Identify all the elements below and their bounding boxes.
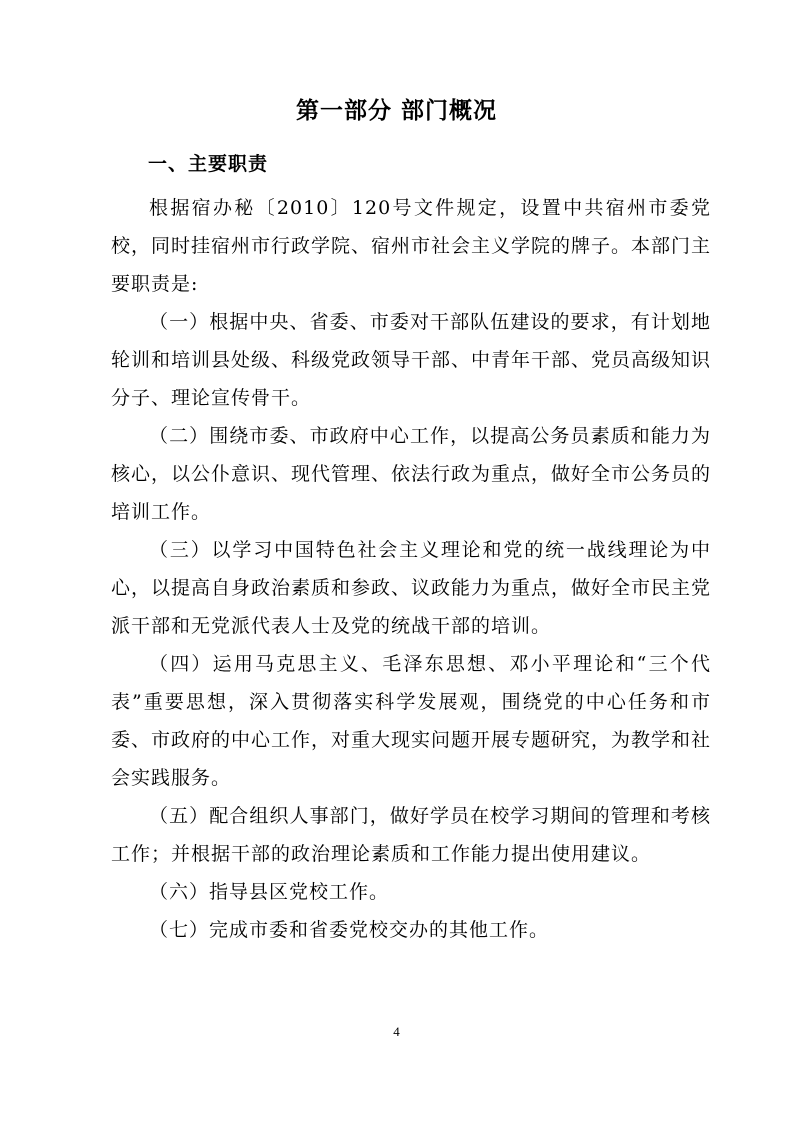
paragraph-intro: 根据宿办秘〔2010〕120号文件规定，设置中共宿州市委党校，同时挂宿州市行政学院、宿州市社会主义学院的牌子。本部门主要职责是:: [111, 197, 712, 295]
paragraph-item-2: （二）围绕市委、市政府中心工作，以提高公务员素质和能力为核心，以公仆意识、现代管理、依法行政为重点，做好全市公务员的培训工作。: [111, 425, 712, 523]
paragraph-item-5: （五）配合组织人事部门，做好学员在校学习期间的管理和考核工作；并根据干部的政治理论素质和工作能力提出使用建议。: [111, 805, 711, 865]
page-title: 第一部分 部门概况: [295, 98, 497, 124]
section-heading: 一、主要职责: [148, 153, 269, 175]
paragraph-item-4: （四）运用马克思主义、毛泽东思想、邓小平理论和“三个代表”重要思想，深入贯彻落实科学发展观，围绕党的中心任务和市委、市政府的中心工作，对重大现实问题开展专题研究，为教学和社会实践服务。: [111, 653, 712, 789]
page-number: 4: [393, 1024, 400, 1039]
paragraph-item-1: （一）根据中央、省委、市委对干部队伍建设的要求，有计划地轮训和培训县处级、科级党政领导干部、中青年干部、党员高级知识分子、理论宣传骨干。: [111, 311, 712, 409]
paragraph-item-7: （七）完成市委和省委党校交办的其他工作。: [149, 919, 550, 941]
document-body: [111, 189, 711, 949]
paragraph-item-6: （六）指导县区党校工作。: [149, 881, 390, 903]
paragraph-item-3: （三）以学习中国特色社会主义理论和党的统一战线理论为中心，以提高自身政治素质和参政、议政能力为重点，做好全市民主党派干部和无党派代表人士及党的统战干部的培训。: [111, 539, 712, 637]
